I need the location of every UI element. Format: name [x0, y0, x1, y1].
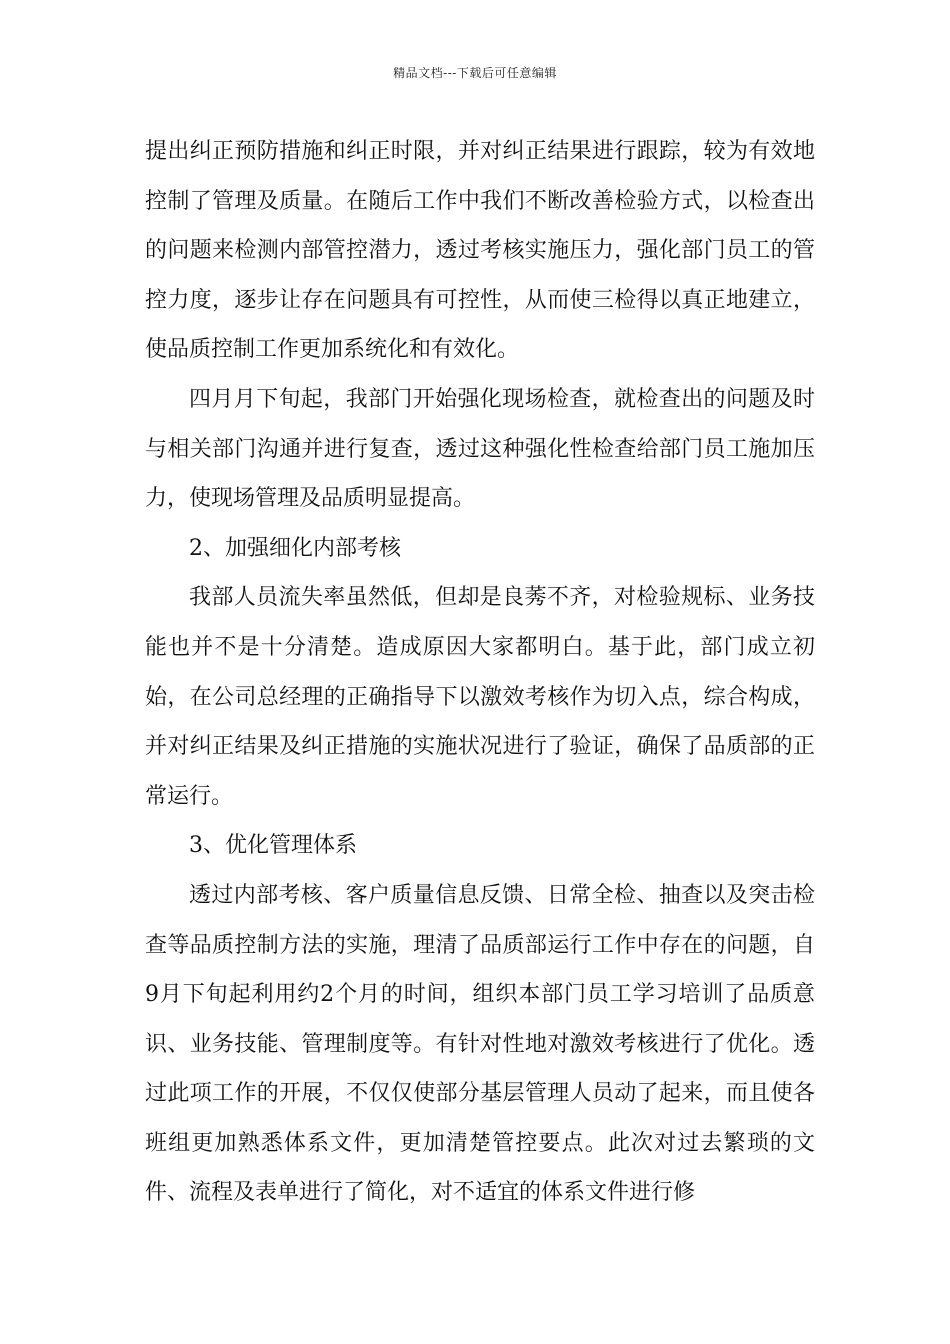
- section-heading-management-system: 3、优化管理体系: [189, 833, 357, 859]
- paragraph-continued: 提出纠正预防措施和纠正时限，并对纠正结果进行跟踪，较为有效地控制了管理及质量。在随后工作中我们不断改善检验方式，以检查出的问题来检测内部管控潜力，透过考核实施压力，强化部门员工的管控力度，逐步让存在问题具有可控性，从而使三检得以真正地建立，使品质控制工作更加系统化和有效化。: [145, 139, 815, 363]
- paragraph-internal-assessment: 我部人员流失率虽然低，但却是良莠不齐，对检验规标、业务技能也并不是十分清楚。造成原因大家都明白。基于此，部门成立初始，在公司总经理的正确指导下以激效考核作为切入点，综合构成，并对纠正结果及纠正措施的实施状况进行了验证，确保了品质部的正常运行。: [145, 585, 815, 809]
- document-body: [145, 127, 815, 1218]
- paragraph-management-system: 透过内部考核、客户质量信息反馈、日常全检、抽查以及突击检查等品质控制方法的实施，理清了品质部运行工作中存在的问题，自9月下旬起利用约2个月的时间，组织本部门员工学习培训了品质意识、业务技能、管理制度等。有针对性地对激效考核进行了优化。透过此项工作的开展，不仅仅使部分基层管理人员动了起来，而且使各班组更加熟悉体系文件，更加清楚管控要点。此次对过去繁琐的文件、流程及表单进行了简化，对不适宜的体系文件进行修: [145, 882, 815, 1206]
- page-header: 精品文档---下载后可任意编辑: [393, 66, 557, 80]
- paragraph-field-inspection: 四月月下旬起，我部门开始强化现场检查，就检查出的问题及时与相关部门沟通并进行复查，透过这种强化性检查给部门员工施加压力，使现场管理及品质明显提高。: [145, 386, 815, 512]
- section-heading-internal-assessment: 2、加强细化内部考核: [189, 535, 401, 561]
